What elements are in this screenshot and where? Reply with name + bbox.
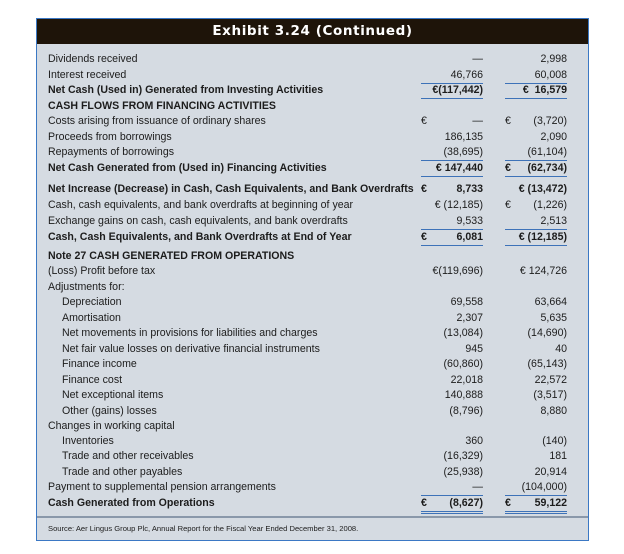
value-2008 xyxy=(421,68,483,84)
table-row xyxy=(37,404,588,419)
cell-value: 9,533 xyxy=(456,215,483,227)
cell-value: 60,008 xyxy=(534,68,567,81)
row-label: Inventories xyxy=(62,435,114,447)
table-row xyxy=(37,465,588,480)
value-2007 xyxy=(505,434,567,449)
row-label: Amortisation xyxy=(62,312,121,324)
row-label: Payment to supplemental pension arrangements xyxy=(48,481,276,493)
value-2008 xyxy=(421,404,483,419)
currency-symbol: € xyxy=(505,497,511,509)
cell-value: € 124,726 xyxy=(519,265,567,277)
value-2007 xyxy=(505,342,567,357)
value-2008 xyxy=(421,230,483,246)
value-2007 xyxy=(505,496,567,514)
value-2007 xyxy=(505,68,567,84)
cell-value: 181 xyxy=(549,450,567,462)
table-row xyxy=(37,280,588,295)
value-2007 xyxy=(505,326,567,341)
exhibit-title: Exhibit 3.24 (Continued) xyxy=(37,19,588,44)
value-2007 xyxy=(505,114,567,129)
value-2007 xyxy=(505,130,567,145)
value-2008 xyxy=(421,130,483,145)
cell-value: 360 xyxy=(465,435,483,447)
cell-value: € 147,440 xyxy=(435,161,483,174)
row-label: Net Cash Generated from (Used in) Financing Activities xyxy=(48,161,327,174)
table-row xyxy=(37,114,588,129)
table-row xyxy=(37,496,588,511)
value-2008 xyxy=(421,480,483,496)
cell-value: (62,734) xyxy=(527,161,567,174)
table-row xyxy=(37,99,588,114)
cell-value: — xyxy=(472,115,483,127)
table-row xyxy=(37,52,588,67)
table-row xyxy=(37,311,588,326)
row-label: Dividends received xyxy=(48,53,138,65)
cell-value: 140,888 xyxy=(444,389,483,401)
table-row xyxy=(37,295,588,310)
row-label: Proceeds from borrowings xyxy=(48,130,172,143)
value-2007 xyxy=(505,465,567,480)
cell-value: (13,084) xyxy=(443,327,483,339)
cell-value: €(117,442) xyxy=(432,84,483,96)
cell-value: 2,513 xyxy=(540,215,567,227)
currency-symbol: € xyxy=(505,161,511,174)
row-label: Changes in working capital xyxy=(48,420,175,432)
value-2008 xyxy=(421,114,483,129)
currency-symbol: € xyxy=(421,231,427,243)
cell-value: — xyxy=(472,53,483,65)
cell-value: (8,627) xyxy=(449,497,483,509)
cell-value: €(119,696) xyxy=(432,265,483,277)
table-row xyxy=(37,264,588,279)
value-2007 xyxy=(505,264,567,279)
cell-value: € 16,579 xyxy=(522,84,567,96)
table-row xyxy=(37,419,588,434)
cell-value: 2,307 xyxy=(456,312,483,324)
cell-value: 2,090 xyxy=(540,130,567,143)
row-label: Cash, Cash Equivalents, and Bank Overdrafts at End of Year xyxy=(48,231,352,243)
source-note: Source: Aer Lingus Group Plc, Annual Report for the Fiscal Year Ended December 31, 2008. xyxy=(37,516,588,540)
table-row xyxy=(37,388,588,403)
table-row xyxy=(37,198,588,213)
value-2007 xyxy=(505,214,567,230)
cell-value: 8,733 xyxy=(456,183,483,195)
cell-value: (140) xyxy=(542,435,567,447)
value-2008 xyxy=(421,373,483,388)
cell-value: — xyxy=(472,481,483,493)
currency-symbol: € xyxy=(505,199,511,211)
cell-value: (16,329) xyxy=(443,450,483,462)
value-2007 xyxy=(505,373,567,388)
row-label: Net Increase (Decrease) in Cash, Cash Equivalents, and Bank Overdrafts xyxy=(48,183,414,195)
cell-value: 63,664 xyxy=(534,296,567,308)
currency-symbol: € xyxy=(505,115,511,127)
row-label: Net exceptional items xyxy=(62,389,164,401)
value-2007 xyxy=(505,161,567,177)
value-2008 xyxy=(421,342,483,357)
cell-value: 945 xyxy=(465,343,483,355)
value-2008 xyxy=(421,357,483,372)
value-2008 xyxy=(421,182,483,197)
cell-value: (1,226) xyxy=(533,199,567,211)
cell-value: 69,558 xyxy=(450,296,483,308)
value-2008 xyxy=(421,83,483,99)
value-2008 xyxy=(421,295,483,310)
value-2008 xyxy=(421,214,483,230)
value-2007 xyxy=(505,83,567,99)
cell-value: 22,572 xyxy=(534,374,567,386)
row-label: Net movements in provisions for liabilities and charges xyxy=(62,327,318,339)
table-row xyxy=(37,326,588,341)
row-label: Net fair value losses on derivative financial instruments xyxy=(62,343,320,355)
table-row xyxy=(37,480,588,495)
value-2007 xyxy=(505,182,567,197)
value-2008 xyxy=(421,161,483,177)
currency-symbol: € xyxy=(421,183,427,195)
value-2008 xyxy=(421,311,483,326)
row-label: Cash Generated from Operations xyxy=(48,497,215,509)
cell-value: 186,135 xyxy=(444,130,483,143)
value-2007 xyxy=(505,198,567,213)
value-2008 xyxy=(421,496,483,514)
row-label: Finance cost xyxy=(62,374,123,386)
table-row xyxy=(37,230,588,245)
value-2008 xyxy=(421,326,483,341)
row-label: Adjustments for: xyxy=(48,281,125,293)
value-2007 xyxy=(505,295,567,310)
value-2008 xyxy=(421,264,483,279)
table-row xyxy=(37,83,588,98)
cell-value: 8,880 xyxy=(540,405,567,417)
table-row xyxy=(37,342,588,357)
currency-symbol: € xyxy=(421,497,427,509)
row-label: Other (gains) losses xyxy=(62,405,157,417)
value-2008 xyxy=(421,449,483,464)
row-label: Exchange gains on cash, cash equivalents, and bank overdrafts xyxy=(48,215,348,227)
value-2007 xyxy=(505,388,567,403)
value-2008 xyxy=(421,145,483,161)
value-2008 xyxy=(421,465,483,480)
row-label: Trade and other payables xyxy=(62,466,183,478)
value-2007 xyxy=(505,357,567,372)
cell-value: (25,938) xyxy=(443,466,483,478)
value-2008 xyxy=(421,198,483,213)
cell-value: (60,860) xyxy=(443,358,483,370)
table-row xyxy=(37,249,588,264)
cell-value: 5,635 xyxy=(540,312,567,324)
exhibit-table xyxy=(36,18,589,541)
cell-value: € (13,472) xyxy=(518,183,567,195)
value-2007 xyxy=(505,230,567,246)
table-row xyxy=(37,68,588,83)
cell-value: (38,695) xyxy=(443,146,483,158)
cell-value: (14,690) xyxy=(527,327,567,339)
table-row xyxy=(37,434,588,449)
table-row xyxy=(37,214,588,229)
table-row xyxy=(37,357,588,372)
cell-value: 22,018 xyxy=(450,374,483,386)
value-2008 xyxy=(421,388,483,403)
row-label: Depreciation xyxy=(62,296,122,308)
row-label: Repayments of borrowings xyxy=(48,146,175,158)
table-row xyxy=(37,145,588,160)
value-2007 xyxy=(505,145,567,161)
value-2007 xyxy=(505,480,567,496)
row-label: CASH FLOWS FROM FINANCING ACTIVITIES xyxy=(48,99,276,112)
row-label: Finance income xyxy=(62,358,137,370)
value-2008 xyxy=(421,434,483,449)
cell-value: 2,998 xyxy=(540,53,567,65)
cell-value: (3,517) xyxy=(533,389,567,401)
row-label: Trade and other receivables xyxy=(62,450,194,462)
cell-value: € (12,185) xyxy=(518,231,567,243)
currency-symbol: € xyxy=(421,115,427,127)
cell-value: 20,914 xyxy=(534,466,567,478)
cell-value: € (12,185) xyxy=(434,199,483,211)
row-label: Costs arising from issuance of ordinary shares xyxy=(48,115,266,127)
cell-value: (3,720) xyxy=(533,115,567,127)
row-label: (Loss) Profit before tax xyxy=(48,265,156,277)
table-row xyxy=(37,130,588,145)
cell-value: (61,104) xyxy=(527,146,567,158)
cell-value: (8,796) xyxy=(449,405,483,417)
cell-value: 59,122 xyxy=(534,497,567,509)
cell-value: (104,000) xyxy=(521,481,567,493)
cell-value: 40 xyxy=(555,343,567,355)
table-row xyxy=(37,449,588,464)
value-2007 xyxy=(505,52,567,67)
cell-value: (65,143) xyxy=(527,358,567,370)
value-2008 xyxy=(421,52,483,67)
row-label: Cash, cash equivalents, and bank overdrafts at beginning of year xyxy=(48,199,354,211)
value-2007 xyxy=(505,449,567,464)
table-row xyxy=(37,182,588,197)
row-label: Interest received xyxy=(48,68,127,81)
table-row xyxy=(37,161,588,176)
row-label: Net Cash (Used in) Generated from Investing Activities xyxy=(48,84,324,96)
value-2007 xyxy=(505,404,567,419)
table-row xyxy=(37,373,588,388)
row-label: Note 27 CASH GENERATED FROM OPERATIONS xyxy=(48,250,295,262)
value-2007 xyxy=(505,311,567,326)
cell-value: 6,081 xyxy=(456,231,483,243)
cell-value: 46,766 xyxy=(450,68,483,81)
